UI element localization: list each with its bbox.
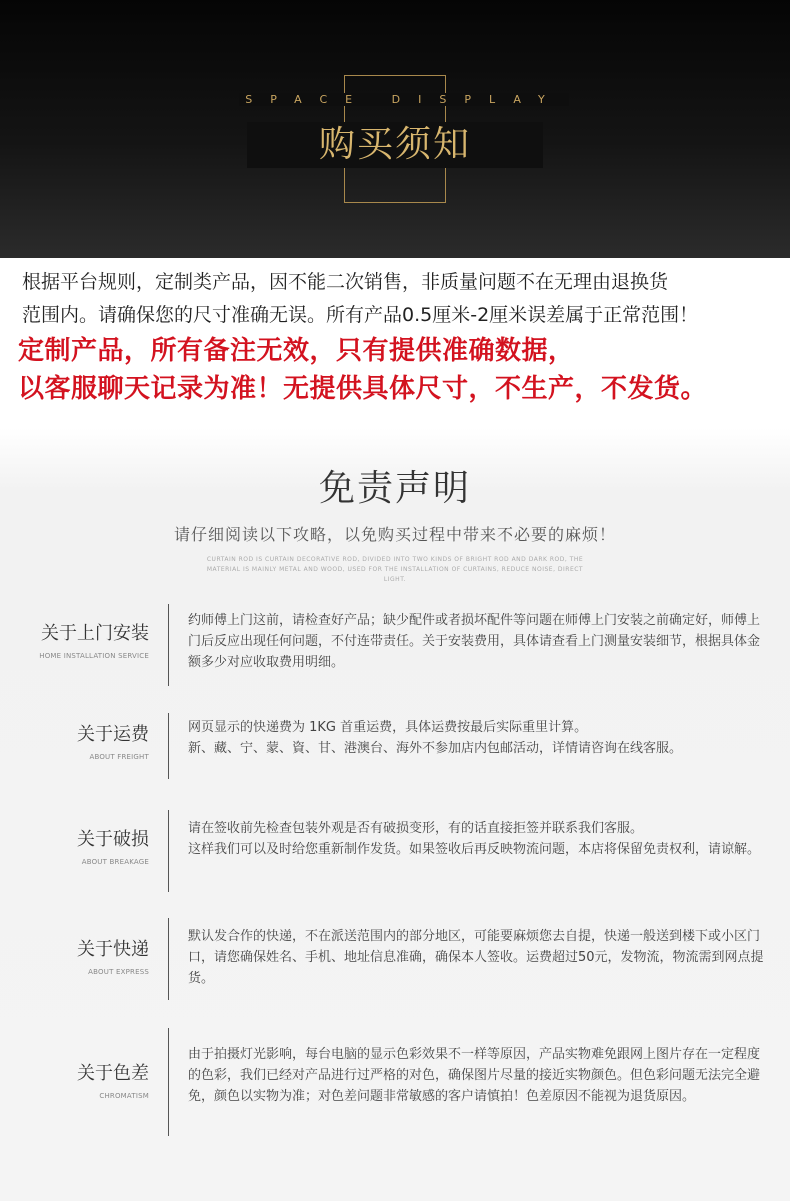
section-english-title: ABOUT BREAKAGE — [81, 858, 149, 866]
section-divider — [168, 1028, 169, 1136]
section-divider — [168, 918, 169, 1000]
section-heading — [0, 938, 149, 976]
section-title: 关于运费 — [77, 724, 149, 745]
section-title: 关于上门安装 — [41, 623, 149, 644]
section-english-title: HOME INSTALLATION SERVICE — [39, 652, 149, 660]
section-body: 网页显示的快递费为 1KG 首重运费，具体运费按最后实际重里计算。 新、藏、宁、蒙、資、甘、港澳台、海外不参加店内包邮活动，详情请咨询在线客服。 — [188, 720, 683, 756]
section-title: 关于破损 — [77, 829, 149, 850]
section-title: 关于色差 — [77, 1063, 149, 1084]
section-body: 由于拍摄灯光影响，每台电脑的显示色彩效果不一样等原因，产品实物难免跟网上图片存在一定程度的色彩，我们已经对产品进行过严格的对色，确保图片尽量的接近实物颜色。但色彩问题无法完全避免，颜色以实物为准；对色差问题非常敏感的客户请慎拍！色差原因不能视为退货原因。 — [188, 1047, 761, 1104]
section-heading — [0, 723, 149, 761]
hero-title: 购买须知 — [318, 124, 471, 165]
notice-warning-1: 定制产品，所有备注无效，只有提供准确数据， — [18, 336, 575, 366]
section-divider — [168, 810, 169, 892]
notice-line-2: 范围内。请确保您的尺寸准确无误。所有产品0.5厘米-2厘米误差属于正常范围！ — [22, 304, 699, 326]
section-heading — [0, 1062, 149, 1100]
section-divider — [168, 713, 169, 779]
section-english-title: ABOUT FREIGHT — [89, 753, 149, 761]
section-divider — [168, 604, 169, 686]
disclaimer-title: 免责声明 — [318, 468, 471, 509]
notice-warning-2: 以客服聊天记录为准！无提供具体尺寸，不生产，不发货。 — [18, 374, 708, 404]
disclaimer-section — [0, 428, 790, 1201]
notice-line-1: 根据平台规则，定制类产品，因不能二次销售，非质量问题不在无理由退换货 — [22, 271, 669, 293]
disclaimer-subtitle: 请仔细阅读以下攻略，以免购买过程中带来不必要的麻烦！ — [173, 525, 616, 544]
disclaimer-english-text: CURTAIN ROD IS CURTAIN DECORATIVE ROD, DIVIDED INTO TWO KINDS OF BRIGHT ROD AND DARK ROD, THE MATERIAL IS MAINLY METAL AND WOOD, USED FOR THE INSTALLATION OF CURTAINS, REDUCE NOISE, DIRECT LIGHT. — [206, 556, 584, 583]
purchase-notice — [0, 258, 790, 428]
section-english-title: ABOUT EXPRESS — [88, 968, 149, 976]
section-body: 请在签收前先检查包装外观是否有破损变形，有的话直接拒签并联系我们客服。 这样我们可以及时给您重新制作发货。如果签收后再反映物流问题，本店将保留免责权利，请谅解。 — [188, 821, 761, 857]
section-body: 约师傅上门这前，请检查好产品；缺少配件或者损坏配件等问题在师傅上门安装之前确定好，师傅上门后反应出现任何问题，不付连带责任。关于安装费用，具体请查看上门测量安装细节，根据具体金额多少对应收取费用明细。 — [188, 613, 761, 670]
hero-subtitle: SPACE DISPLAY — [0, 93, 790, 106]
section-body: 默认发合作的快递，不在派送范围内的部分地区，可能要麻烦您去自提，快递一般送到楼下或小区门口，请您确保姓名、手机、地址信息准确，确保本人签收。运费超过50元，发物流，物流需到网点提货。 — [188, 929, 764, 986]
section-title: 关于快递 — [77, 939, 149, 960]
section-heading — [0, 828, 149, 866]
section-heading — [0, 622, 149, 660]
hero-banner — [0, 0, 790, 258]
section-english-title: CHROMATISM — [99, 1092, 149, 1100]
